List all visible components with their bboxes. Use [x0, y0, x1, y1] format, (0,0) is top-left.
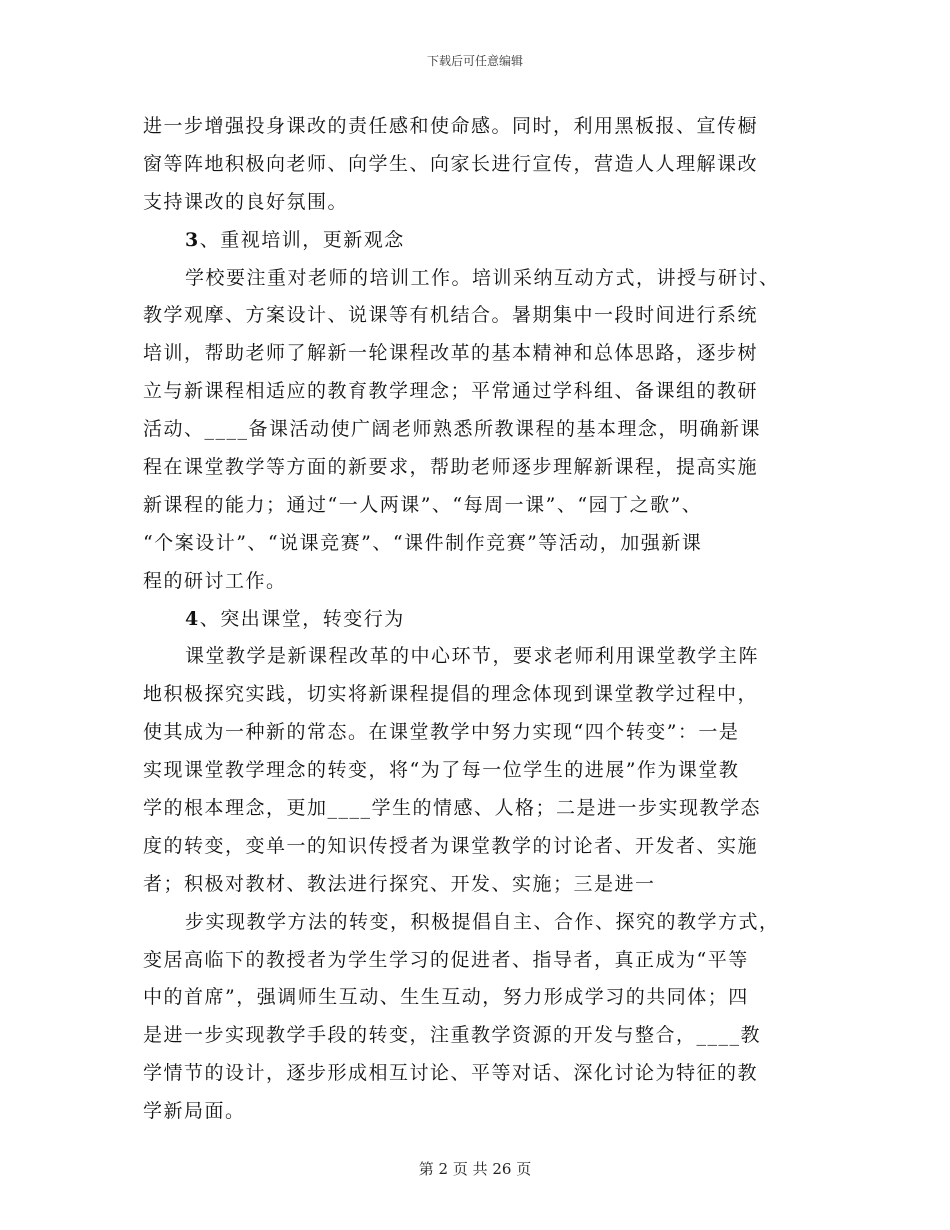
paragraph-line: 学的根本理念，更加____学生的情感、人格；二是进一步实现教学态: [143, 797, 762, 820]
paragraph-line: 变居高临下的教授者为学生学习的促进者、指导者，真正成为“平等: [143, 948, 749, 971]
section-number: 4: [185, 607, 200, 630]
section-title: 、突出课堂，转变行为: [199, 607, 405, 630]
paragraph-line: 步实现教学方法的转变，积极提倡自主、合作、探究的教学方式，: [185, 910, 780, 933]
paragraph-line: 程的研讨工作。: [143, 569, 287, 592]
section-heading-4: [143, 601, 813, 639]
paragraph-line: 支持课改的良好氛围。: [143, 190, 349, 213]
paragraph-line: 使其成为一种新的常态。在课堂教学中努力实现“四个转变”：一是: [143, 721, 740, 744]
page-header: 下载后可任意编辑: [426, 54, 523, 68]
paragraph-line: 进一步增强投身课改的责任感和使命感。同时，利用黑板报、宣传橱: [143, 115, 759, 137]
section-heading-3: [143, 222, 813, 260]
paragraph-line: 学新局面。: [143, 1100, 246, 1123]
paragraph-line: 程在课堂教学等方面的新要求，帮助老师逐步理解新课程，提高实施: [143, 456, 759, 479]
paragraph-line: 教学观摩、方案设计、说课等有机结合。暑期集中一段时间进行系统: [143, 304, 759, 327]
section-title: 、重视培训，更新观念: [199, 228, 405, 251]
paragraph-line: 学校要注重对老师的培训工作。培训采纳互动方式，讲授与研讨、: [185, 266, 780, 289]
document-body: [143, 108, 813, 1131]
section-number: 3: [185, 228, 200, 251]
paragraph-line: 度的转变，变单一的知识传授者为课堂教学的讨论者、开发者、实施: [143, 834, 759, 857]
paragraph-line: “个案设计”、“说课竞赛”、“课件制作竞赛”等活动，加强新课: [143, 531, 703, 554]
paragraph-line: 中的首席”，强调师生互动、生生互动，努力形成学习的共同体；四: [143, 986, 749, 1009]
paragraph-line: 窗等阵地积极向老师、向学生、向家长进行宣传，营造人人理解课改: [143, 152, 759, 175]
paragraph-line: 活动、____备课活动使广阔老师熟悉所教课程的基本理念，明确新课: [143, 418, 762, 441]
paragraph-line: 地积极探究实践，切实将新课程提倡的理念体现到课堂教学过程中，: [143, 683, 759, 706]
paragraph-line: 学情节的设计，逐步形成相互讨论、平等对话、深化讨论为特征的教: [143, 1062, 759, 1085]
paragraph-line: 新课程的能力；通过“一人两课”、“每周一课”、“园丁之歌”、: [143, 493, 703, 516]
paragraph-line: 培训，帮助老师了解新一轮课程改革的基本精神和总体思路，逐步树: [143, 342, 759, 365]
page-number: 第 2 页 共 26 页: [418, 1160, 532, 1178]
paragraph-line: 者；积极对教材、教法进行探究、开发、实施；三是进一: [143, 872, 656, 895]
paragraph-line: 课堂教学是新课程改革的中心环节，要求老师利用课堂教学主阵: [185, 645, 760, 668]
paragraph-line: 实现课堂教学理念的转变，将“为了每一位学生的进展”作为课堂教: [143, 759, 740, 782]
paragraph-line: 是进一步实现教学手段的转变，注重教学资源的开发与整合，____教: [143, 1024, 762, 1047]
paragraph-line: 立与新课程相适应的教育教学理念；平常通过学科组、备课组的教研: [143, 380, 759, 403]
